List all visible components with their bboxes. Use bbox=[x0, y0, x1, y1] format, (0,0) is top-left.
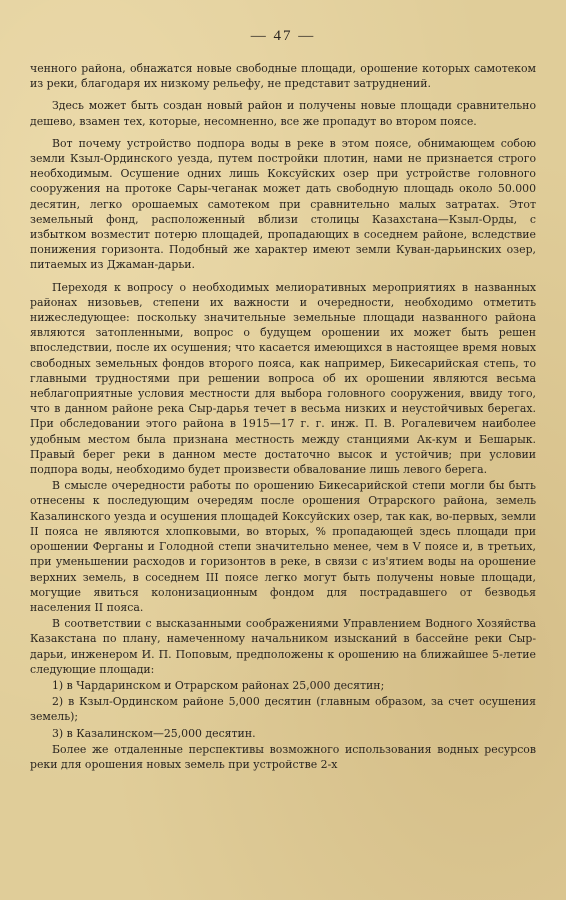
page-number: — 47 — bbox=[250, 28, 316, 44]
list-item-1: 1) в Чардаринском и Отрарском районах 25,000 десятин; bbox=[52, 678, 385, 692]
paragraph-melioration-measures: Переходя к вопросу о необходимых мелиоративных мероприятиях в названных районах низовьев, степени их важности и очередности, необходимо отметить нижеследующее: поскольку значительные земельные площади названного района являются затопленными, вопрос о будущем орошении их может быть решен впоследствии, после их осушения; что касается имеющихся в настоящее время новых свободных земельных фондов второго пояса, как например, Бикесарийская степь, то главными трудностями при решении вопроса об их орошении являются весьма неблагоприятные условия местности для выбора головного сооружения, ввиду того, что в данном районе река Сыр-дарья течет в весьма низких и неустойчивых берегах. При обследовании этого района в 1915—17 г. г. инж. П. В. Рогалевичем наиболее удобным местом была признана местность между станциями Ак-кум и Бешарык. Правый берег реки в данном месте достаточно высок и устойчив; при условии подпора воды, необходимо будет произвести обвалование лишь левого берега. bbox=[30, 280, 536, 477]
paragraph-priority: В смысле очередности работы по орошению Бикесарийской степи могли бы быть отнесены к последующим очередям после орошения Отрарского района, земель Казалинского уезда и осушения площадей Коксуйских озер, так как, во-первых, земли II пояса не являются хлопковыми, во вторых, % пропадающей здесь площади при орошении Ферганы и Голодной степи значительно менее, чем в V поясе и, в третьих, при уменьшении расходов и горизонтов в реке, в связи с из'ятием воды на орошение верхних земель, в соседнем III поясе легко могут быть получены новые площади, могущие явиться колонизационным фондом для пострадавшего от безводья населения II пояса. bbox=[30, 479, 536, 614]
list-item-3: 3) в Казалинском—25,000 десятин. bbox=[52, 726, 256, 740]
paragraph-new-district: Здесь может быть создан новый район и получены новые площади сравнительно дешево, взамен тех, которые, несомненно, все же пропадут во втором поясе. bbox=[30, 99, 536, 128]
paragraph-plan: В соответствии с высказанными соображениями Управлением Водного Хозяйства Казакстана по плану, намеченному начальником изысканий в бассейне реки Сыр-дарьи, инженером И. П. Поповым, предположены к орошению на ближайшее 5-летие следующие площади: bbox=[30, 617, 536, 676]
paragraph-prospects: Более же отдаленные перспективы возможного использования водных ресурсов реки для орошения новых земель при устройстве 2-х bbox=[30, 742, 536, 771]
body-text bbox=[30, 61, 536, 772]
list-item-2: 2) в Кзыл-Ординском районе 5,000 десятин (главным образом, за счет осушения земель); bbox=[30, 695, 536, 724]
paragraph-continuation: ченного района, обнажатся новые свободные площади, орошение которых самотеком из реки, благодаря их низкому рельефу, не представит затруднений. bbox=[30, 62, 536, 91]
paragraph-dam-necessity: Вот почему устройство подпора воды в реке в этом поясе, обнимающем собою земли Кзыл-Ординского уезда, путем постройки плотин, нами не признается строго необходимым. Осушение одних лишь Коксуйских озер при устройстве головного сооружения на протоке Сары-чеганак может дать свободную площадь около 50.000 десятин, легко орошаемых самотеком при сравнительно малых затратах. Этот земельный фонд, расположенный вблизи столицы Казахстана—Кзыл-Орды, с избытком возместит потерю площадей, пропадающих в соседнем районе, вследствие понижения горизонта. Подобный же характер имеют земли Куван-дарьинских озер, питаемых из Джаман-дарьи. bbox=[30, 136, 536, 272]
